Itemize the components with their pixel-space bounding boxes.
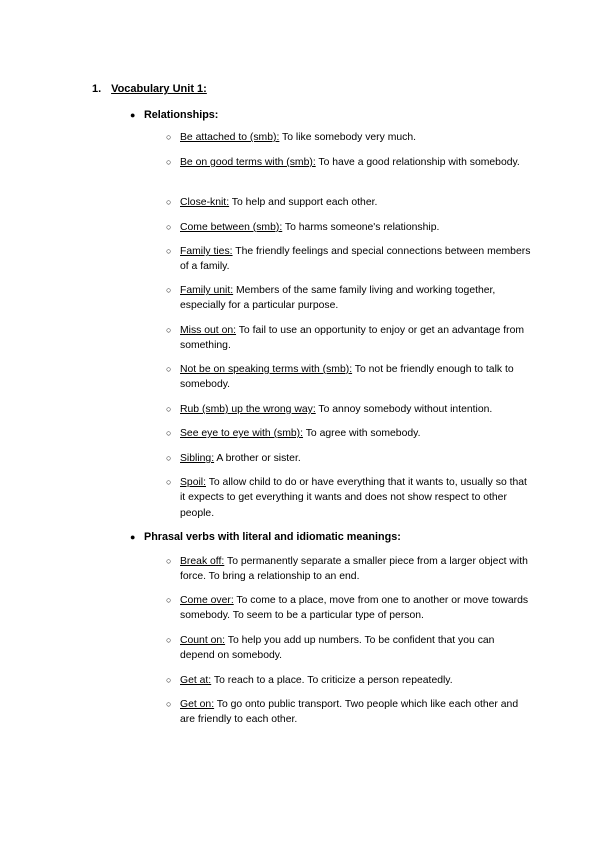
term: Close-knit: [180,197,230,208]
definition: To allow child to do or have everything that it wants to, usually so that it expects to get everything it wants and does not show respect to other people. [180,477,527,519]
list-item [166,697,531,728]
circle-bullet-icon: ○ [166,675,172,685]
definition: To harms someone's relationship. [282,222,440,233]
definition: To have a good relationship with somebody. [315,157,520,168]
section-title-phrasal-verbs: ● Phrasal verbs with literal and idiomatic meanings: [130,531,401,543]
term: Come between (smb): [180,222,283,233]
list-item [166,155,531,170]
definition: To annoy somebody without intention. [315,404,493,415]
list-item [166,244,531,275]
list-item [166,195,531,210]
term: Be on good terms with (smb): [180,157,316,168]
circle-bullet-icon: ○ [166,556,172,566]
list-item [166,402,531,417]
term: Get at: [180,675,212,686]
list-item [166,451,531,466]
term: Get on: [180,699,215,710]
definition: To not be friendly enough to talk to somebody. [180,364,514,391]
circle-bullet-icon: ○ [166,404,172,414]
list-item [166,673,531,688]
definition: A brother or sister. [214,453,301,464]
term: Rub (smb) up the wrong way: [180,404,316,415]
term: Count on: [180,635,226,646]
list-item [166,633,531,664]
circle-bullet-icon: ○ [166,364,172,374]
definition: Members of the same family living and working together, especially for a particular purpose. [180,285,496,312]
circle-bullet-icon: ○ [166,453,172,463]
circle-bullet-icon: ○ [166,132,172,142]
circle-bullet-icon: ○ [166,635,172,645]
heading-title: Vocabulary Unit 1: [111,83,207,95]
heading-number: 1. [92,83,102,95]
definition: To fail to use an opportunity to enjoy or get an advantage from something. [180,325,525,352]
list-item [166,130,531,145]
bullet-icon: ● [130,110,136,120]
bullet-icon: ● [130,532,136,542]
list-item [166,362,531,393]
term: Not be on speaking terms with (smb): [180,364,353,375]
circle-bullet-icon: ○ [166,699,172,709]
section-title-relationships: ● Relationships: [130,109,219,121]
list-item [166,220,531,235]
definition: To help and support each other. [229,197,378,208]
page-heading [92,82,207,96]
term: Miss out on: [180,325,237,336]
term: Family unit: [180,285,234,296]
circle-bullet-icon: ○ [166,428,172,438]
definition: To reach to a place. To criticize a person repeatedly. [211,675,453,686]
list-item [166,593,531,624]
list-item [166,283,531,314]
list-item [166,426,531,441]
circle-bullet-icon: ○ [166,157,172,167]
circle-bullet-icon: ○ [166,222,172,232]
term: Spoil: [180,477,206,488]
list-item [166,554,531,585]
definition: The friendly feelings and special connections between members of a family. [180,246,531,273]
definition: To permanently separate a smaller piece from a larger object with force. To bring a relationship to an end. [180,556,528,583]
definition: To go onto public transport. Two people which like each other and are friendly to each other. [180,699,519,726]
term: Sibling: [180,453,215,464]
definition: To like somebody very much. [279,132,417,143]
definition: To agree with somebody. [303,428,421,439]
circle-bullet-icon: ○ [166,246,172,256]
list-item [166,323,531,354]
circle-bullet-icon: ○ [166,285,172,295]
circle-bullet-icon: ○ [166,477,172,487]
term: Break off: [180,556,225,567]
definition: To help you add up numbers. To be confident that you can depend on somebody. [180,635,495,662]
definition: To come to a place, move from one to another or move towards somebody. To seem to be a particular type of person. [180,595,529,622]
term: Be attached to (smb): [180,132,280,143]
term: Family ties: [180,246,233,257]
term: Come over: [180,595,234,606]
list-item [166,475,531,521]
term: See eye to eye with (smb): [180,428,304,439]
circle-bullet-icon: ○ [166,325,172,335]
circle-bullet-icon: ○ [166,595,172,605]
circle-bullet-icon: ○ [166,197,172,207]
